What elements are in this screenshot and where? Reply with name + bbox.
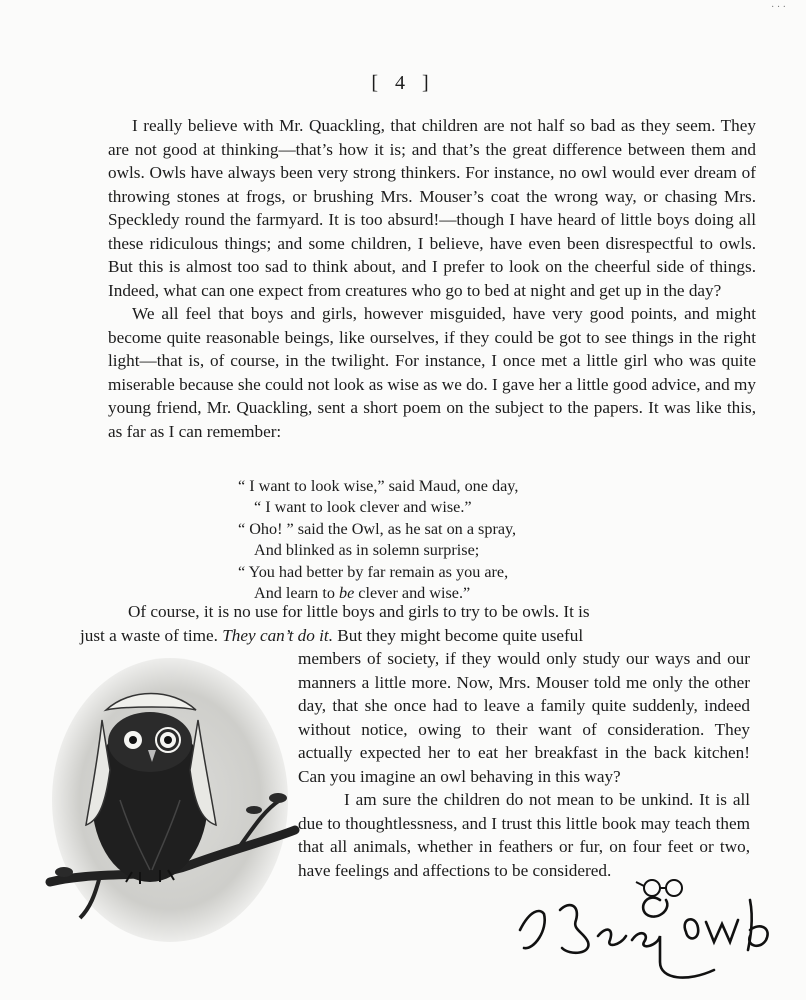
- paragraph-3-line-2: just a waste of time. They can’t do it. But they might become quite useful: [80, 625, 584, 645]
- poem: [230, 476, 630, 604]
- poem-line-5: “ You had better by far remain as you are,: [238, 562, 509, 581]
- paragraph-4: I am sure the children do not mean to be unkind. It is all due to thoughtlessness, and I trust this little book may teach them that all animals, whether in feathers or fur, on four feet or two, have feelings and affections to be considered.: [298, 790, 750, 880]
- poem-line-3: “ Oho! ” said the Owl, as he sat on a spray,: [238, 519, 517, 538]
- paragraph-3-rest: members of society, if they would only study our ways and our manners a little more. Now, Mrs. Mouser told me only the other day, that she once had to leave a family quite suddenly, indeed without notice, owing to their want of consideration. They actually expected her to eat her breakfast in the back kitchen! Can you imagine an owl behaving in this way?: [298, 649, 750, 786]
- paragraph-3-intro: [80, 600, 756, 647]
- handwritten-signature: [510, 870, 790, 990]
- corner-specks: · · ·: [771, 2, 786, 13]
- paragraph-3-line-1: Of course, it is no use for little boys and girls to try to be owls. It is: [128, 602, 590, 621]
- wrapped-column: [298, 647, 750, 882]
- poem-line-4: And blinked as in solemn surprise;: [254, 541, 480, 560]
- paragraph-1: I really believe with Mr. Quackling, that children are not half so bad as they seem. They are not good at thinking—that’s how it is; and that’s the great difference between them and owls. Owls have always been very strong thinkers. For instance, no owl would ever dream of throwing stones at frogs, or brushing Mrs. Mouser’s coat the wrong way, or chasing Mrs. Speckledy round the farmyard. It is too absurd!—though I have heard of little boys doing all these ridiculous things; and some children, I believe, have even been disrespectful to owls. But this is almost too sad to think about, and I prefer to look on the cheerful side of things. Indeed, what can one expect from creatures who go to bed at night and get up in the day?: [108, 116, 756, 300]
- page-number: [ 4 ]: [371, 72, 435, 94]
- paragraph-2: We all feel that boys and girls, however misguided, have very good points, and might become quite reasonable beings, like ourselves, if they could be got to see things in the right light—that is, of course, in the twilight. For instance, I once met a little girl who was quite miserable because she could not look as wise as we do. I gave her a little good advice, and my young friend, Mr. Quackling, sent a short poem on the subject to the papers. It was like this, as far as I can remember:: [108, 304, 756, 441]
- main-text: [108, 114, 756, 443]
- emphasis-be: be: [338, 584, 355, 603]
- owl-illustration: [40, 650, 300, 950]
- poem-line-6: And learn to be clever and wise.”: [254, 584, 471, 603]
- poem-line-1: “ I want to look wise,” said Maud, one day,: [238, 477, 519, 495]
- poem-line-2: “ I want to look clever and wise.”: [254, 498, 472, 517]
- emphasis-cant-do-it: They can’t do it.: [222, 625, 333, 645]
